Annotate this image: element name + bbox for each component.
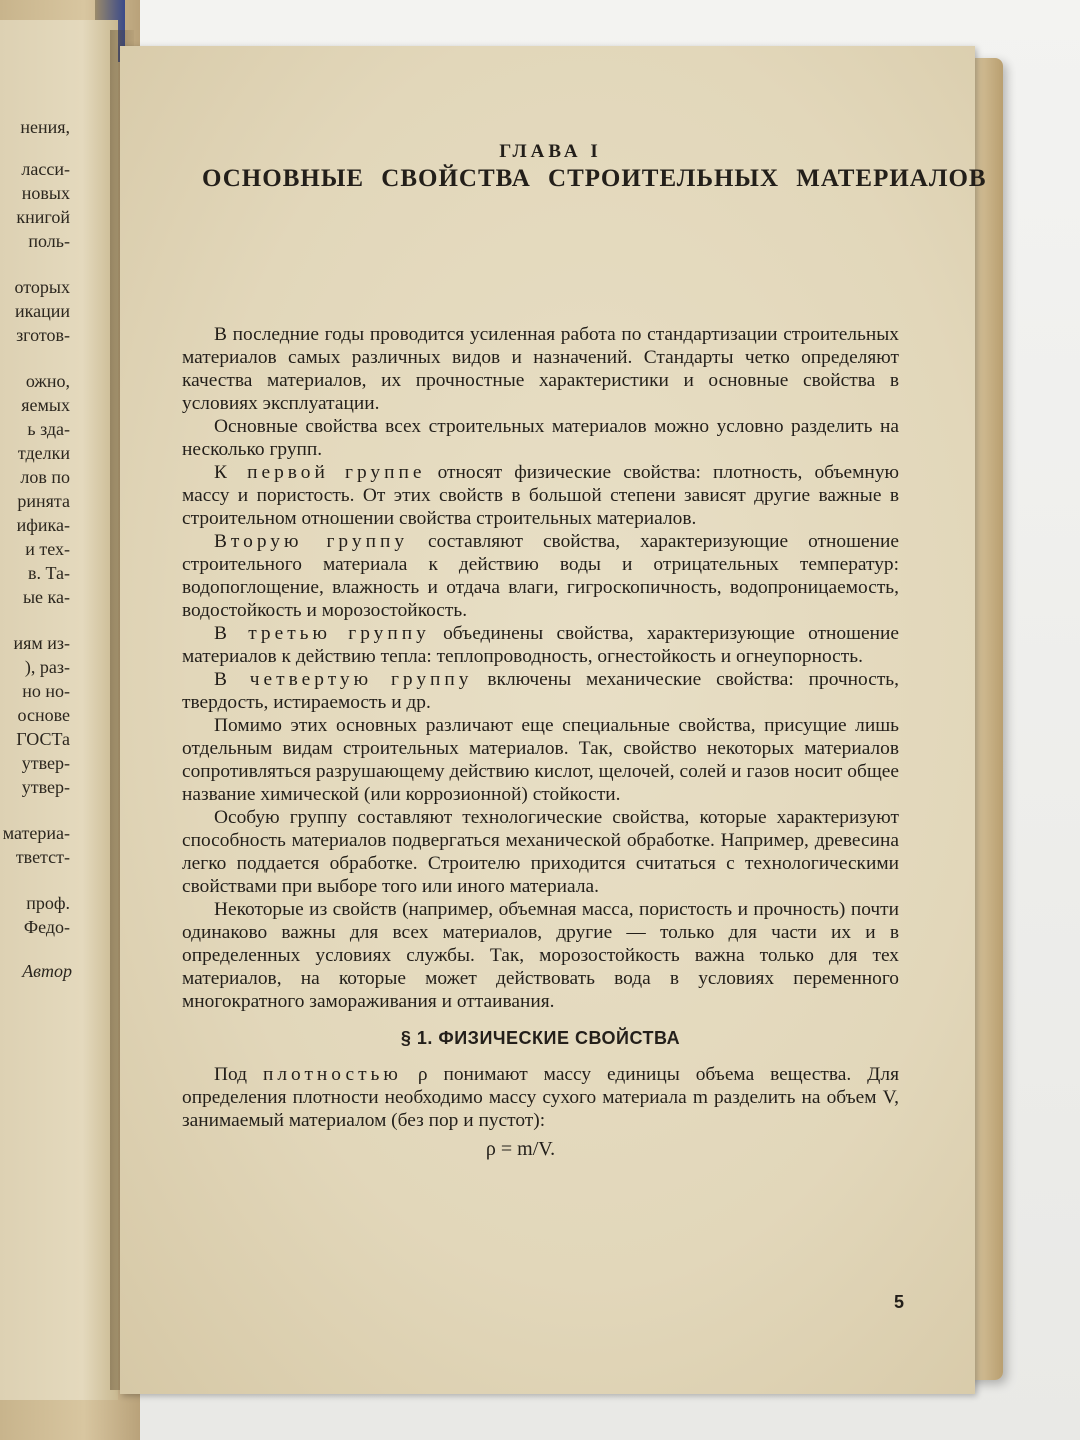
paragraph-lead: Вторую группу	[214, 531, 409, 552]
section-body	[182, 1063, 899, 1132]
left-page-fragment: тветст-	[15, 847, 70, 867]
left-page-fragment: поль-	[28, 231, 70, 251]
left-page-fragment: новых	[21, 183, 70, 203]
paragraph	[182, 323, 899, 415]
paragraph-lead: В третью группу	[214, 623, 430, 644]
left-page-fragment: ), раз-	[24, 657, 70, 677]
left-page-fragment: и тех-	[25, 539, 70, 559]
paragraph-text: относят физические свойства: плотность, объемную массу и пористость. От этих свойств в большой степени зависят другие важные в строительном отношении свойства строительных материалов.	[182, 462, 899, 529]
left-page-fragment: основе	[17, 705, 70, 725]
section-intro-after: ρ понимают массу единицы объема вещества. Для определения плотности необходимо массу сухого материала m разделить на объем V, занимаемый материалом (без пор и пустот):	[182, 1064, 899, 1131]
left-page-fragment: тделки	[17, 443, 70, 463]
section-intro-before: Под	[214, 1064, 263, 1085]
paragraph-text: включены механические свойства: прочность, твердость, истираемость и др.	[182, 669, 899, 713]
paragraph-text: Некоторые из свойств (например, объемная масса, пористость и прочность) почти одинаково важны для всех материалов, другие — только для части их и в определенных условиях службы. Так, морозостойкость важна только для тех материалов, на которые может действовать вода в условиях переменного многократного замораживания и оттаивания.	[182, 899, 899, 1012]
left-page-fragment: ожно,	[25, 371, 70, 391]
paragraph-text: объединены свойства, характеризующие отношение материалов к действию тепла: теплопроводность, огнестойкость и огнеупорность.	[182, 623, 900, 667]
paragraph	[182, 898, 899, 1013]
paragraph-text: Помимо этих основных различают еще специальные свойства, присущие лишь отдельным видам строительных материалов. Так, свойство некоторых материалов сопротивляться разрушающему действию кислот, щелочей, солей и газов носит общее название химической (или коррозионной) стойкости.	[182, 715, 899, 805]
left-page-fragment: Федо-	[23, 917, 70, 937]
paragraph	[182, 415, 899, 461]
left-page-fragment: ласси-	[21, 159, 70, 179]
left-page-fragment: в. Та-	[27, 563, 70, 583]
paragraph	[182, 461, 899, 530]
left-page-fragment: материа-	[2, 823, 70, 843]
page-content	[182, 141, 987, 1161]
left-page	[0, 20, 118, 1400]
left-page-fragment: ь зда-	[27, 419, 70, 439]
section-intro	[182, 1063, 899, 1132]
right-page	[120, 46, 987, 1394]
left-page-fragment: но но-	[22, 681, 70, 701]
section-heading: § 1. ФИЗИЧЕСКИЕ СВОЙСТВА	[400, 1028, 681, 1048]
left-page-fragment: икации	[15, 301, 70, 321]
paragraph-lead: В четвертую группу	[214, 669, 473, 690]
body-text	[182, 323, 899, 1013]
left-page-fragment: иям из-	[13, 633, 70, 653]
paragraph	[182, 806, 899, 898]
left-page-fragment: проф.	[26, 893, 70, 913]
left-page-fragment: Автор	[22, 961, 72, 981]
left-page-fragment: ринята	[17, 491, 70, 511]
paragraph-text: составляют свойства, характеризующие отношение строительного материала к действию воды и отрицательных температур: водопоглощение, влажность и отдача влаги, гигроскопичность, водопроницаемость, водостойкость и морозостойкость.	[182, 531, 899, 621]
paragraph	[182, 714, 899, 806]
paragraph-text: В последние годы проводится усиленная работа по стандартизации строительных материалов самых различных видов и назначений. Стандарты четко определяют качества материалов, их прочностные характеристики и основные свойства в условиях эксплуатации.	[182, 324, 899, 414]
paragraph-text: Особую группу составляют технологические свойства, которые характеризуют способность материалов подвергаться механической обработке. Например, древесина легко поддается обработке. Строителю приходится считаться с технологическими свойствами при выборе того или иного материала.	[182, 807, 899, 897]
chapter-title: ОСНОВНЫЕ СВОЙСТВА СТРОИТЕЛЬНЫХ МАТЕРИАЛОВ	[202, 165, 987, 192]
left-page-fragment: ифика-	[16, 515, 70, 535]
left-page-fragment: нения,	[20, 117, 70, 137]
left-page-fragment: ГОСТа	[16, 729, 70, 749]
chapter-label: ГЛАВА I	[499, 141, 602, 162]
paragraph-text: Основные свойства всех строительных материалов можно условно разделить на несколько групп.	[182, 416, 899, 460]
left-page-fragment: оторых	[14, 277, 70, 297]
left-page-fragment: лов по	[20, 467, 70, 487]
left-page-fragment: утвер-	[21, 777, 70, 797]
paragraph-lead: К первой группе	[214, 462, 426, 483]
density-formula: ρ = m/V.	[485, 1138, 556, 1160]
left-page-fragment: зготов-	[16, 325, 70, 345]
paragraph	[182, 668, 899, 714]
left-page-fragment: ые ка-	[22, 587, 70, 607]
left-page-fragment: книгой	[16, 207, 70, 227]
paragraph	[182, 530, 899, 622]
left-page-fragment: утвер-	[21, 753, 70, 773]
page-number: 5	[894, 1292, 905, 1312]
section-intro-term: плотностью	[262, 1064, 402, 1085]
paragraph	[182, 622, 899, 668]
left-page-fragment: яемых	[21, 395, 70, 415]
